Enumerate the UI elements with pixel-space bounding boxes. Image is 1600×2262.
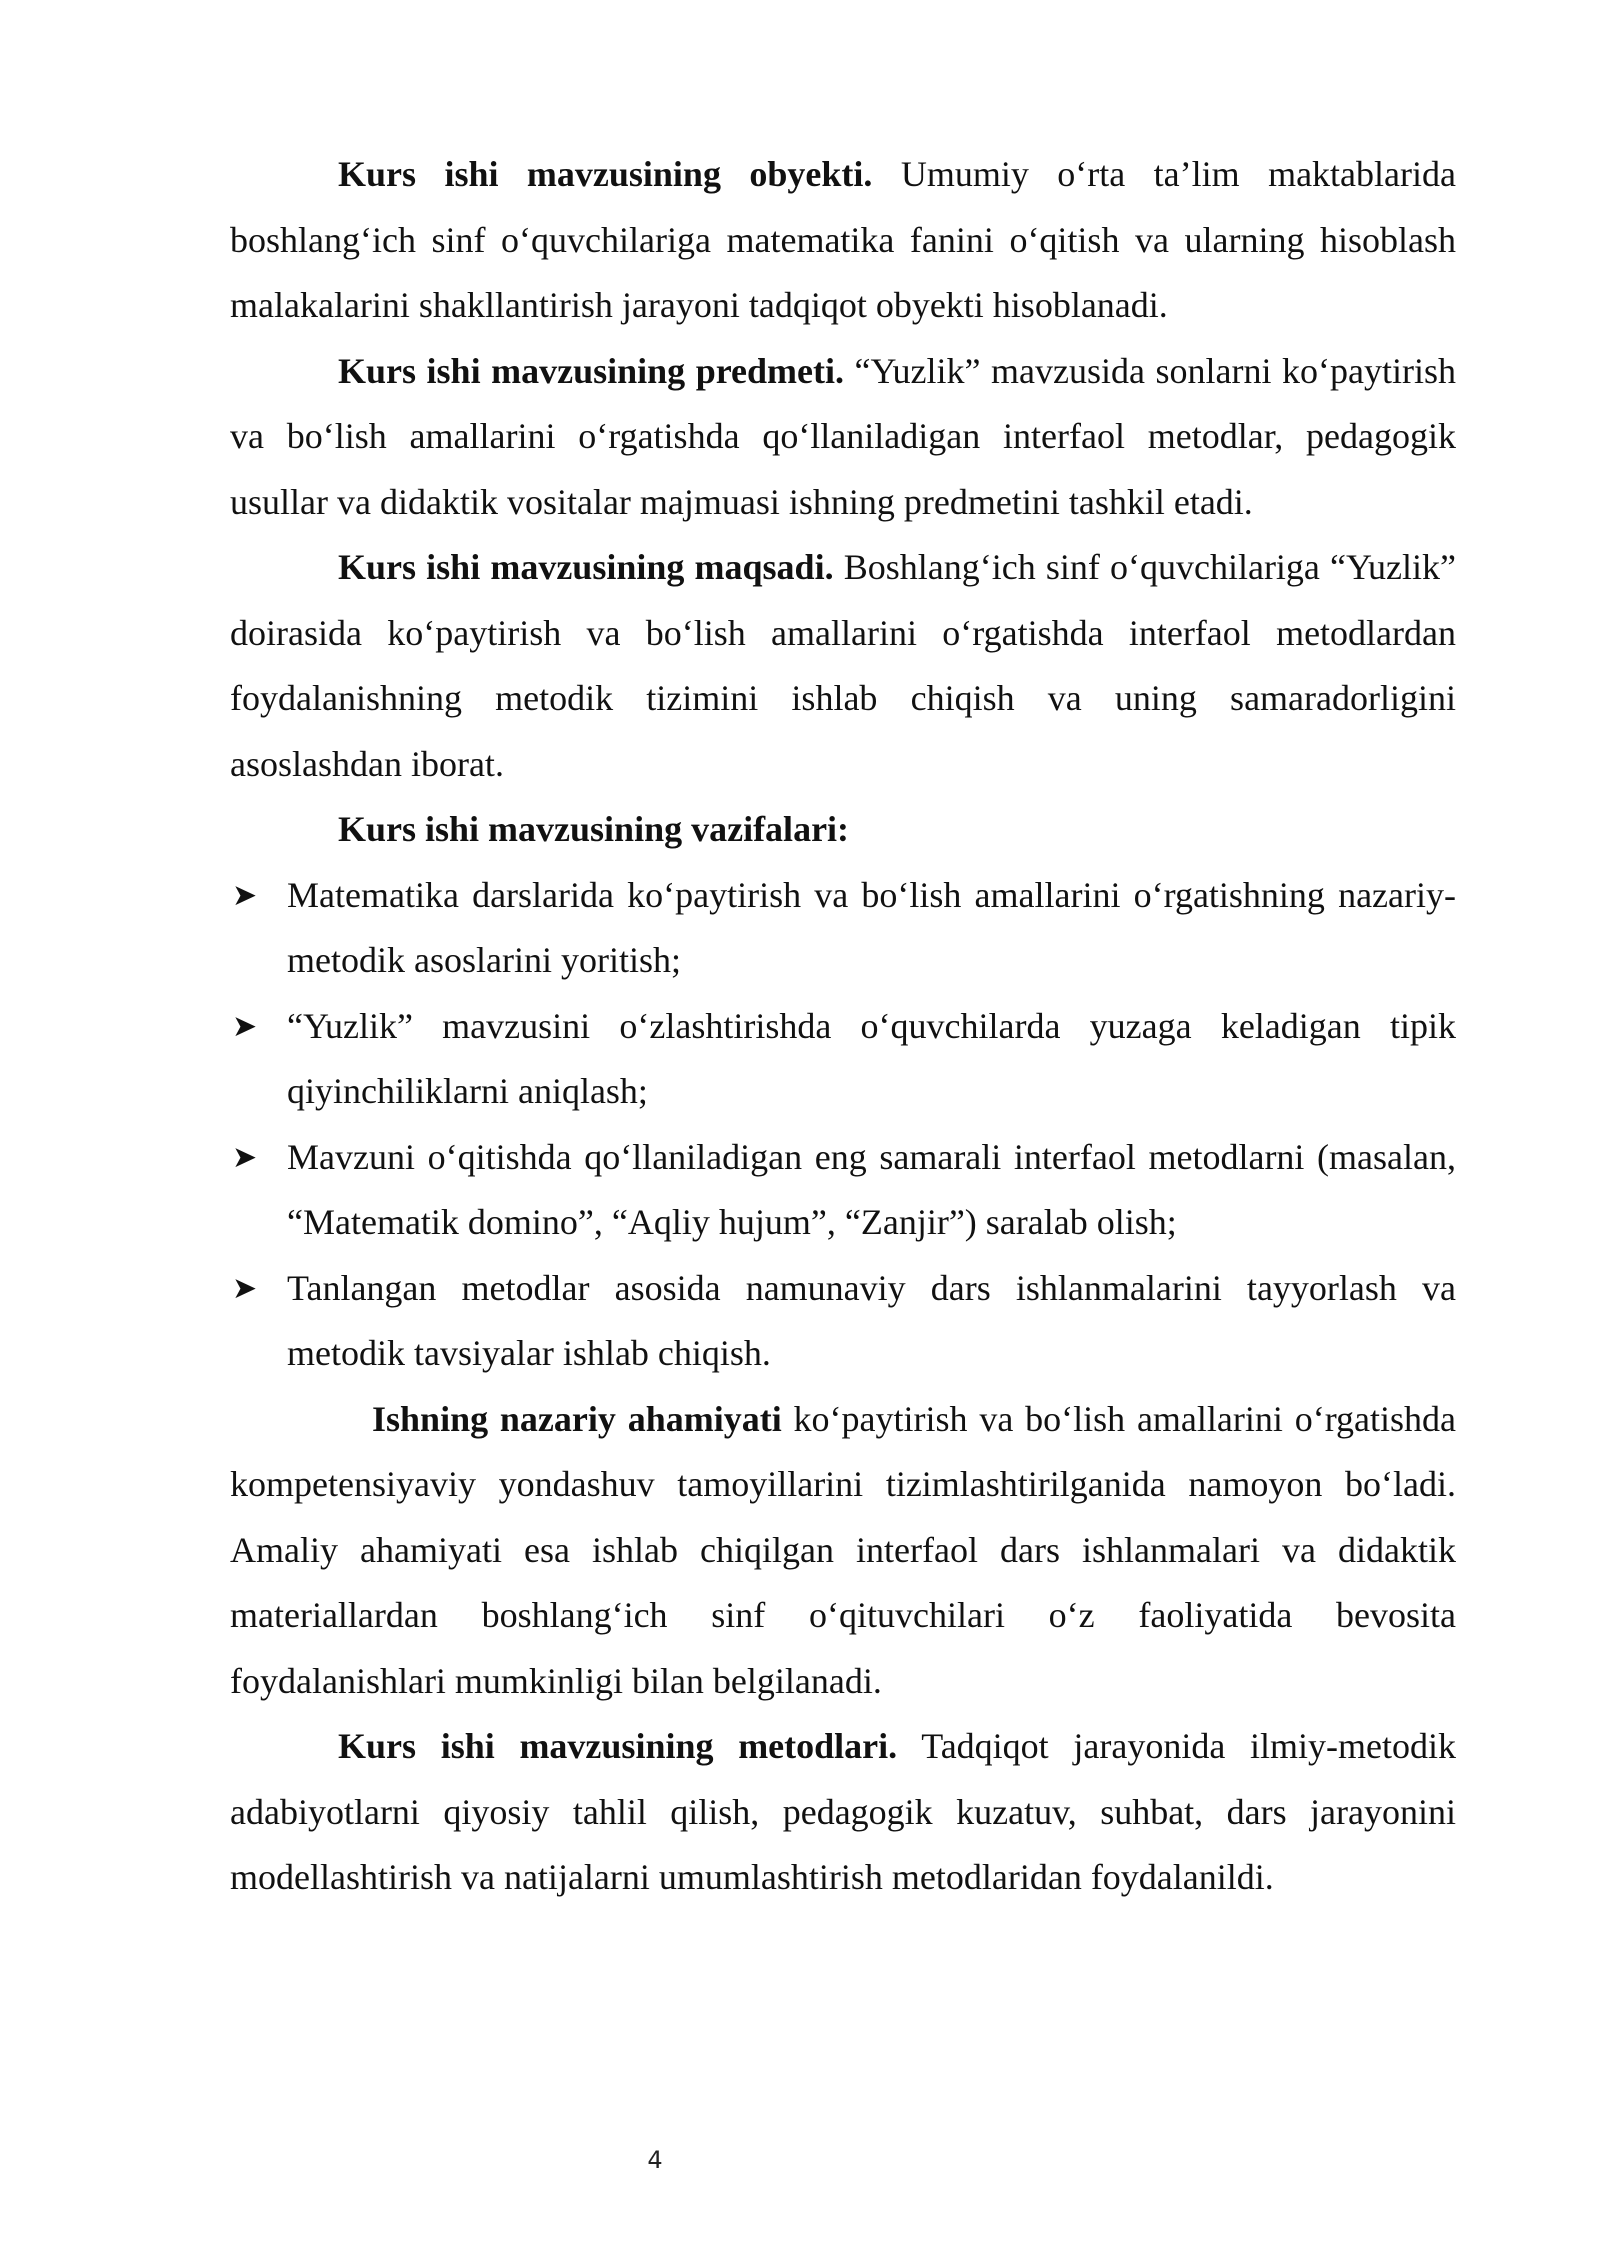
arrow-bullet-icon: ➤ bbox=[232, 1008, 258, 1044]
paragraph-object bbox=[230, 142, 1456, 339]
paragraph-subject-heading: Kurs ishi mavzusining predmeti. bbox=[338, 350, 844, 391]
list-item-text: Matematika darslarida ko‘paytirish va bo‘lish amallarini o‘rgatishning nazariy-metodik asoslarini yoritish; bbox=[287, 874, 1456, 980]
paragraph-significance bbox=[230, 1387, 1456, 1715]
page-number: 4 bbox=[647, 2146, 663, 2174]
paragraph-significance-text: ko‘paytirish va bo‘lish amallarini o‘rgatishda kompetensiyaviy yondashuv tamoyillarini tizimlashtirilganida namoyon bo‘ladi. Amaliy ahamiyati esa ishlab chiqilgan interfaol dars ishlanmalari va didaktik materiallardan boshlang‘ich sinf o‘qituvchilari o‘z faoliyatida bevosita foydalanishlari mumkinligi bilan belgilanadi. bbox=[230, 1398, 1457, 1701]
paragraph-methods bbox=[230, 1714, 1456, 1911]
tasks-heading: Kurs ishi mavzusining vazifalari: bbox=[338, 809, 850, 849]
paragraph-subject-text: “Yuzlik” mavzusida sonlarni ko‘paytirish va bo‘lish amallarini o‘rgatishda qo‘llaniladigan interfaol metodlar, pedagogik usullar va didaktik vositalar majmuasi ishning predmetini tashkil etadi. bbox=[230, 350, 1456, 522]
paragraph-methods-text: Tadqiqot jarayonida ilmiy-metodik adabiyotlarni qiyosiy tahlil qilish, pedagogik kuzatuv, suhbat, dars jarayonini modellashtirish va natijalarni umumlashtirish metodlaridan foydalanildi. bbox=[230, 1726, 1456, 1897]
paragraph-methods-heading: Kurs ishi mavzusining metodlari. bbox=[338, 1726, 898, 1766]
arrow-bullet-icon: ➤ bbox=[232, 1139, 258, 1175]
arrow-bullet-icon: ➤ bbox=[232, 1270, 258, 1306]
paragraph-object-text: Umumiy o‘rta ta’lim maktablarida boshlang‘ich sinf o‘quvchilariga matematika fanini o‘qitish va ularning hisoblash malakalarini shakllantirish jarayoni tadqiqot obyekti hisoblanadi. bbox=[230, 154, 1456, 325]
list-item bbox=[230, 994, 1456, 1125]
tasks-list bbox=[230, 863, 1456, 1387]
paragraph-goal-heading: Kurs ishi mavzusining maqsadi. bbox=[338, 547, 834, 587]
arrow-bullet-icon: ➤ bbox=[232, 877, 258, 913]
list-item-text: Tanlangan metodlar asosida namunaviy dars ishlanmalarini tayyorlash va metodik tavsiyalar ishlab chiqish. bbox=[287, 1267, 1456, 1373]
tasks-heading-line bbox=[230, 797, 1456, 863]
paragraph-goal-text: Boshlang‘ich sinf o‘quvchilariga “Yuzlik” doirasida ko‘paytirish va bo‘lish amallarini o‘rgatishda interfaol metodlardan foydalanishning metodik tizimini ishlab chiqish va uning samaradorligini asoslashdan iborat. bbox=[230, 547, 1457, 784]
paragraph-subject bbox=[230, 339, 1456, 536]
paragraph-goal bbox=[230, 535, 1456, 797]
list-item bbox=[230, 1125, 1456, 1256]
paragraph-object-heading: Kurs ishi mavzusining obyekti. bbox=[338, 154, 873, 194]
list-item bbox=[230, 1256, 1456, 1387]
list-item-text: Mavzuni o‘qitishda qo‘llaniladigan eng samarali interfaol metodlarni (masalan, “Matematik domino”, “Aqliy hujum”, “Zanjir”) saralab olish; bbox=[287, 1136, 1456, 1242]
list-item bbox=[230, 863, 1456, 994]
list-item-text: “Yuzlik” mavzusini o‘zlashtirishda o‘quvchilarda yuzaga keladigan tipik qiyinchiliklarni aniqlash; bbox=[287, 1005, 1456, 1111]
paragraph-significance-heading: Ishning nazariy ahamiyati bbox=[372, 1398, 782, 1439]
document-page bbox=[230, 142, 1456, 1911]
